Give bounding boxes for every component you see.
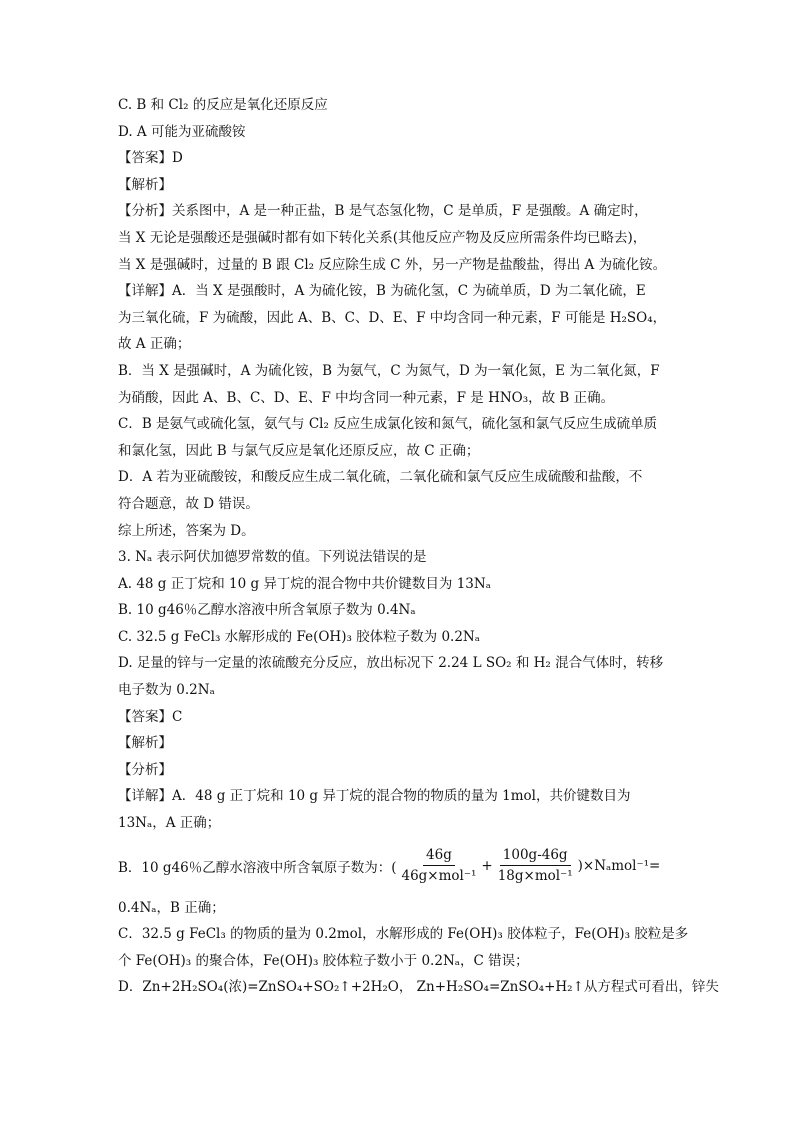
- text-line: C. B 和 Cl₂ 的反应是氧化还原反应: [118, 97, 328, 113]
- formula-prefix: B．10 g46％乙醇水溶液中所含氧原子数为：(: [118, 859, 397, 876]
- text-block-top: [118, 92, 678, 837]
- text-line: C．32.5 g FeCl₃ 的物质的量为 0.2mol，水解形成的 Fe(OH)₃ 胶体粒子，Fe(OH)₃ 胶粒是多: [118, 926, 689, 943]
- text-line: 0.4Nₐ，B 正确；: [118, 899, 225, 916]
- fraction-2: [495, 847, 576, 884]
- text-line: 【解析】: [118, 176, 172, 193]
- text-line: 为三氧化硫，F 为硫酸，因此 A、B、C、D、E、F 中均含同一种元素，F 可能是 H₂SO₄，: [118, 309, 667, 326]
- text-line: 【答案】C: [118, 708, 183, 725]
- text-line: D．A 若为亚硫酸铵，和酸反应生成二氧化硫，二氧化硫和氯气反应生成硫酸和盐酸，不: [118, 469, 643, 486]
- text-line: 【详解】A．当 X 是强酸时，A 为硫化铵，B 为硫化氢，C 为硫单质，D 为二氧化硫，E: [118, 283, 646, 300]
- text-line: 为硝酸，因此 A、B、C、D、E、F 中均含同一种元素，F 是 HNO₃，故 B 正确。: [118, 389, 615, 406]
- document-page: [118, 92, 719, 1001]
- formula-line: [118, 837, 678, 895]
- fraction-2-numerator: 100g-46g: [500, 847, 571, 866]
- text-line: D. 足量的锌与一定量的浓硫酸充分反应，放出标况下 2.24 L SO₂ 和 H₂ 混合气体时，转移: [118, 655, 664, 672]
- text-line: 【解析】: [118, 735, 172, 752]
- fraction-2-denominator: 18g×mol⁻¹: [497, 868, 573, 885]
- text-block-bottom: [118, 895, 719, 1001]
- fraction-1-denominator: 46g×mol⁻¹: [401, 868, 477, 885]
- text-line: 【详解】A．48 g 正丁烷和 10 g 异丁烷的混合物的物质的量为 1mol，共价键数目为: [118, 788, 631, 805]
- text-line: 故 A 正确；: [118, 336, 191, 353]
- text-line: C. 32.5 g FeCl₃ 水解形成的 Fe(OH)₃ 胶体粒子数为 0.2Nₐ: [118, 628, 480, 645]
- formula-suffix: )×Nₐmol⁻¹=: [577, 857, 661, 874]
- text-line: 3. Nₐ 表示阿伏加德罗常数的值。下列说法错误的是: [118, 549, 427, 566]
- text-line: 当 X 是强碱时，过量的 B 跟 Cl₂ 反应除生成 C 外，另一产物是盐酸盐，得出 A 为硫化铵。: [118, 256, 667, 273]
- text-line: D. A 可能为亚硫酸铵: [118, 123, 246, 140]
- text-line: 【分析】: [118, 761, 172, 778]
- text-line: 当 X 无论是强酸还是强碱时都有如下转化关系(其他反应产物及反应所需条件均已略去)，: [118, 229, 647, 246]
- text-line: A. 48 g 正丁烷和 10 g 异丁烷的混合物中共价键数目为 13Nₐ: [118, 575, 491, 592]
- text-line: 符合题意，故 D 错误。: [118, 495, 259, 512]
- fraction-1-numerator: 46g: [423, 847, 455, 866]
- fraction-1: [398, 847, 479, 884]
- text-line: B. 10 g46％乙醇水溶液中所含氧原子数为 0.4Nₐ: [118, 602, 416, 619]
- text-line: 综上所述，答案为 D。: [118, 522, 255, 539]
- text-line: 【答案】D: [118, 150, 183, 167]
- text-line: 个 Fe(OH)₃ 的聚合体，Fe(OH)₃ 胶体粒子数小于 0.2Nₐ，C 错误；: [118, 952, 529, 969]
- formula-plus: +: [481, 857, 493, 874]
- text-line: 【分析】关系图中，A 是一种正盐，B 是气态氢化物，C 是单质，F 是强酸。A 确定时，: [118, 203, 648, 220]
- text-line: C．B 是氨气或硫化氢，氨气与 Cl₂ 反应生成氯化铵和氮气，硫化氢和氯气反应生成硫单质: [118, 416, 658, 433]
- text-line: 和氯化氢，因此 B 与氯气反应是氧化还原反应，故 C 正确；: [118, 442, 480, 459]
- text-line: 13Nₐ，A 正确；: [118, 815, 221, 832]
- text-line: D．Zn+2H₂SO₄(浓)=ZnSO₄+SO₂↑+2H₂O， Zn+H₂SO₄=ZnSO₄+H₂↑从方程式可看出，锌失: [118, 979, 719, 996]
- text-line: B．当 X 是强碱时，A 为硫化铵，B 为氨气，C 为氮气，D 为一氧化氮，E 为二氧化氮，F: [118, 362, 660, 379]
- text-line: 电子数为 0.2Nₐ: [118, 682, 215, 699]
